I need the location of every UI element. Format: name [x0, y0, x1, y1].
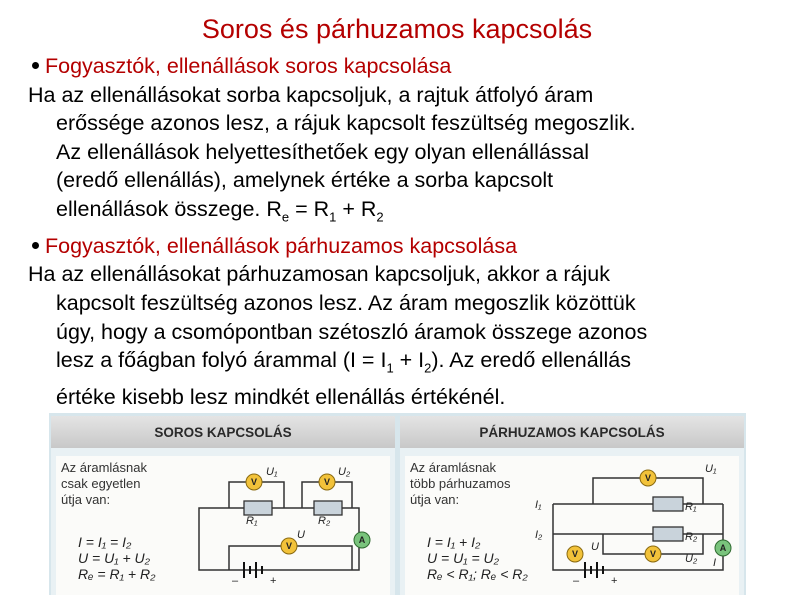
para2-line5: értéke kisebb lesz mindkét ellenállás értékénél.	[56, 385, 506, 410]
svg-text:U₂: U₂	[685, 553, 698, 565]
parallel-formulas	[427, 534, 528, 582]
svg-text:+: +	[270, 575, 277, 586]
series-panel	[51, 416, 395, 595]
resistor-r1	[653, 497, 683, 511]
svg-text:U: U	[297, 529, 305, 541]
parallel-header: PÁRHUZAMOS KAPCSOLÁS	[400, 416, 744, 448]
bullet-parallel: Fogyasztók, ellenállások párhuzamos kapcsolása	[28, 232, 788, 261]
series-circuit-diagram	[184, 458, 389, 586]
svg-text:R₂: R₂	[318, 515, 331, 527]
parallel-formula-current: I = I₁ + I₂	[427, 534, 481, 550]
svg-text:U₂: U₂	[338, 466, 351, 478]
svg-text:V: V	[250, 477, 258, 487]
svg-text:R₂: R₂	[685, 531, 698, 543]
svg-text:V: V	[323, 477, 331, 487]
para2-line3: úgy, hogy a csomópontban szétoszló áramok összege azonos	[56, 319, 648, 344]
series-formula-current: I = I₁ = I₂	[78, 534, 132, 550]
para1-line5: ellenállások összege. $R_e = R_1 + R_2$	[56, 196, 384, 225]
series-formula-resistance: Rₑ = R₁ + R₂	[78, 566, 156, 582]
series-formula-voltage: U = U₁ + U₂	[78, 550, 150, 566]
bullet-dot-icon	[32, 242, 39, 249]
parallel-circuit-diagram	[533, 458, 738, 586]
svg-text:I: I	[713, 557, 717, 569]
parallel-formula-resistance: Rₑ < R₁; Rₑ < R₂	[427, 566, 528, 582]
svg-text:U₁: U₁	[266, 466, 278, 478]
para1-line1: Ha az ellenállásokat sorba kapcsoljuk, a rajtuk átfolyó áram	[28, 82, 594, 107]
parallel-panel	[400, 416, 744, 595]
para2-line1: Ha az ellenállásokat párhuzamosan kapcsoljuk, akkor a rájuk	[28, 262, 611, 287]
para2-line2: kapcsolt feszültség azonos lesz. Az áram megoszlik közöttük	[56, 291, 636, 316]
svg-text:V: V	[571, 549, 579, 559]
svg-text:I₂: I₂	[535, 529, 543, 541]
svg-text:+: +	[611, 575, 618, 586]
svg-text:I₁: I₁	[535, 499, 542, 511]
svg-text:R₁: R₁	[246, 515, 258, 527]
svg-text:–: –	[573, 575, 580, 586]
svg-text:–: –	[232, 575, 239, 586]
page-title: Soros és párhuzamos kapcsolás	[201, 14, 593, 44]
bullet-dot-icon	[32, 62, 39, 69]
para1-line3: Az ellenállások helyettesíthetőek egy olyan ellenállással	[56, 139, 590, 164]
svg-text:R₁: R₁	[685, 501, 697, 513]
circuit-figure	[49, 413, 746, 595]
series-body	[56, 456, 390, 595]
para1-line2: erőssége azonos lesz, a rájuk kapcsolt feszültség megoszlik.	[56, 111, 636, 136]
parallel-description: Az áramlásnak több párhuzamos útja van:	[410, 460, 511, 507]
para1-line4: (eredő ellenállás), amelynek értéke a sorba kapcsolt	[56, 168, 554, 193]
resistor-r2	[314, 501, 342, 515]
bullet-series: Fogyasztók, ellenállások soros kapcsolása	[28, 52, 788, 81]
svg-text:V: V	[285, 541, 293, 551]
slide-body	[28, 52, 788, 412]
svg-text:V: V	[649, 549, 657, 559]
series-header: SOROS KAPCSOLÁS	[51, 416, 395, 448]
svg-text:A: A	[358, 535, 366, 545]
svg-text:U: U	[591, 541, 599, 553]
svg-text:V: V	[644, 473, 652, 483]
svg-text:A: A	[719, 543, 727, 553]
resistor-r2	[653, 527, 683, 541]
parallel-formula-voltage: U = U₁ = U₂	[427, 550, 499, 566]
svg-text:U₁: U₁	[705, 463, 717, 475]
para2-line4: lesz a főágban folyó árammal $(I = I_1 + I_2)$. Az eredő ellenállás	[56, 348, 631, 376]
series-formulas	[78, 534, 155, 582]
series-description: Az áramlásnak csak egyetlen útja van:	[61, 460, 147, 507]
resistor-r1	[244, 501, 272, 515]
parallel-body	[405, 456, 739, 595]
